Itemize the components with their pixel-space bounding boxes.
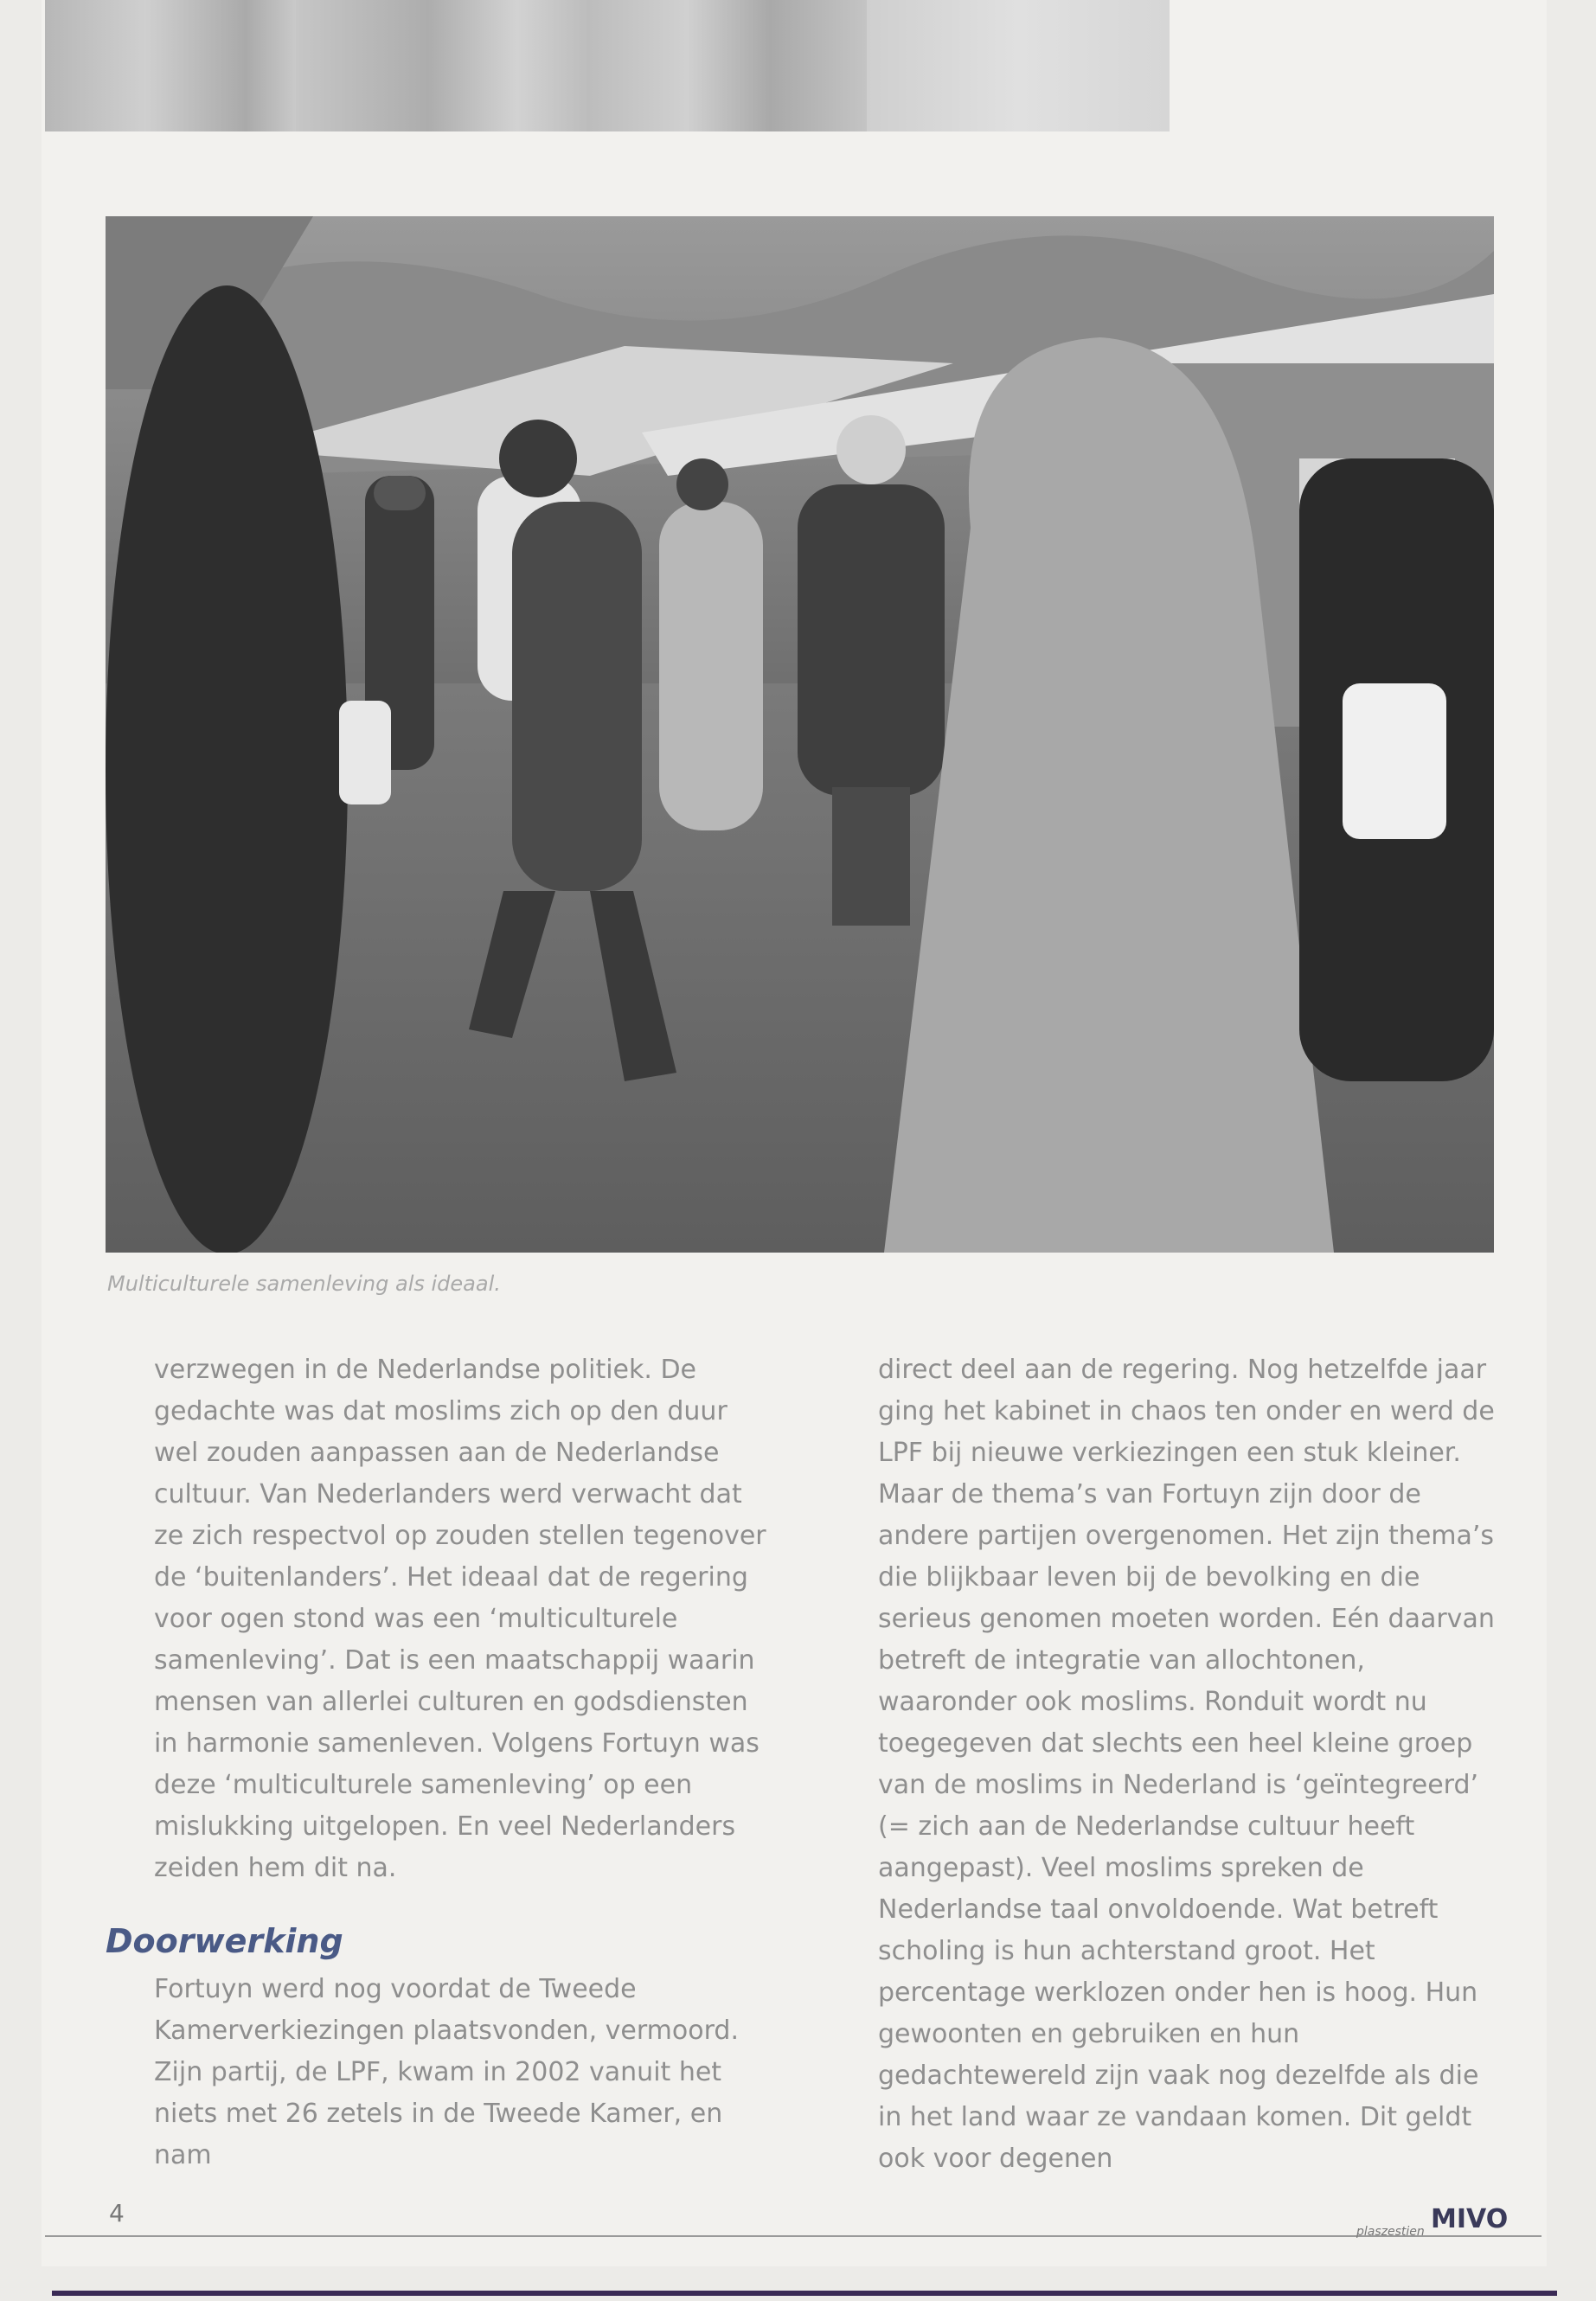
article-paragraph: direct deel aan de regering. Nog hetzelfde jaar ging het kabinet in chaos ten onder en werd de LPF bij nieuwe verkiezingen een stuk kleiner. Maar de thema’s van Fortuyn zijn door de andere partijen overgenomen. Het zijn thema’s die blijkbaar leven bij de bevolking en die serieus genomen moeten worden. Eén daarvan betreft de integratie van allochtonen, waaronder ook moslims. Ronduit wordt nu toegegeven dat slechts een heel kleine groep van de moslims in Nederland is ‘geïntegreerd’ (= zich aan de Nederlandse cultuur heeft aangepast). Veel moslims spreken de Nederlandse taal onvoldoende. Wat betreft scholing is hun achterstand groot. Het percentage werklozen onder hen is hoog. Hun gewoonten en gebruiken en hun gedachtewereld zijn vaak nog dezelfde als die in het land waar ze vandaan komen. Dit geldt ook voor degenen — [878, 1355, 1495, 2174]
logo-tagline: plaszestien — [1356, 2225, 1425, 2239]
publisher-logo — [1356, 2204, 1547, 2242]
article-left-column — [154, 1349, 777, 1889]
section-heading: Doorwerking — [106, 1922, 343, 1960]
article-paragraph: verzwegen in de Nederlandse politiek. De gedachte was dat moslims zich op den duur wel zouden aanpassen aan de Nederlandse cultuur. Van Nederlanders werd verwacht dat ze zich respectvol op zouden stellen tegenover de ‘buitenlanders’. Het ideaal dat de regering voor ogen stond was een ‘multiculturele samenleving’. Dat is een maatschappij waarin mensen van allerlei culturen en godsdiensten in harmonie samenleven. Volgens Fortuyn was deze ‘multiculturele samenleving’ op een mislukking uitgelopen. En veel Nederlanders zeiden hem dit na. — [154, 1355, 766, 1883]
header-portrait-image — [45, 0, 296, 131]
photo-caption: Multiculturele samenleving als ideaal. — [107, 1272, 501, 1296]
header-portrait-image — [590, 0, 867, 131]
page-number: 4 — [109, 2199, 125, 2227]
bottom-edge-bar — [52, 2291, 1557, 2296]
logo-wordmark: MIVO — [1431, 2204, 1509, 2234]
header-portrait-image — [296, 0, 590, 131]
header-portrait-image — [867, 0, 1170, 131]
footer-rule — [45, 2235, 1542, 2237]
market-photo — [106, 216, 1494, 1253]
article-right-column — [878, 1349, 1501, 2180]
header-portrait-strip — [45, 0, 1170, 131]
article-left-column-continued — [154, 1969, 777, 2176]
article-paragraph: Fortuyn werd nog voordat de Tweede Kamerverkiezingen plaatsvonden, vermoord. Zijn partij, de LPF, kwam in 2002 vanuit het niets met 26 zetels in de Tweede Kamer, en nam — [154, 1974, 739, 2170]
